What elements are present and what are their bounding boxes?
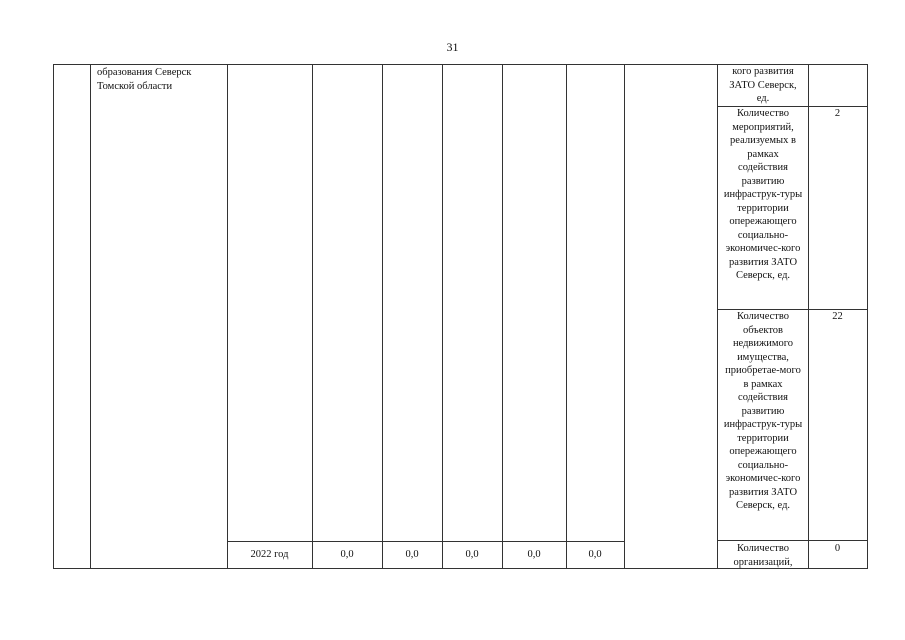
col-line [502, 64, 503, 569]
col-line [90, 64, 91, 569]
funding-value: 0,0 [465, 549, 479, 560]
indicator-name: Количество организаций, [733, 543, 793, 568]
col-line [312, 64, 313, 569]
col-line [717, 64, 718, 569]
col-line [624, 64, 625, 569]
col-line [227, 64, 228, 569]
indicator-name: Количество мероприятий, реализуемых в рамках содействия развитию инфраструк-туры территории опережающего социально-экономичес-кого развития ЗАТО Северск, ед. [723, 108, 803, 281]
funding-value: 0,0 [588, 549, 602, 560]
col-line [382, 64, 383, 569]
funding-value: 0,0 [527, 549, 541, 560]
program-table [53, 64, 868, 569]
indicator-divider [717, 540, 868, 541]
program-name: образования Северск Томской области [97, 67, 192, 92]
year-label: 2022 год [250, 549, 289, 560]
indicator-value: 2 [834, 108, 841, 119]
col-line [867, 64, 868, 569]
col-line [566, 64, 567, 569]
year-row-divider [227, 541, 624, 542]
funding-value: 0,0 [340, 549, 354, 560]
indicator-value: 0 [834, 543, 841, 554]
col-line [53, 64, 54, 569]
funding-value: 0,0 [405, 549, 419, 560]
col-line [442, 64, 443, 569]
indicator-name: кого развития ЗАТО Северск, ед. [729, 66, 797, 104]
indicator-value: 22 [832, 311, 843, 322]
page-number: 31 [446, 40, 459, 54]
indicator-name: Количество объектов недвижимого имущества, приобретае-мого в рамках содействия развитию инфраструк-туры территории опережающего социально-экономичес-кого развития ЗАТО Северск, ед. [723, 311, 803, 511]
